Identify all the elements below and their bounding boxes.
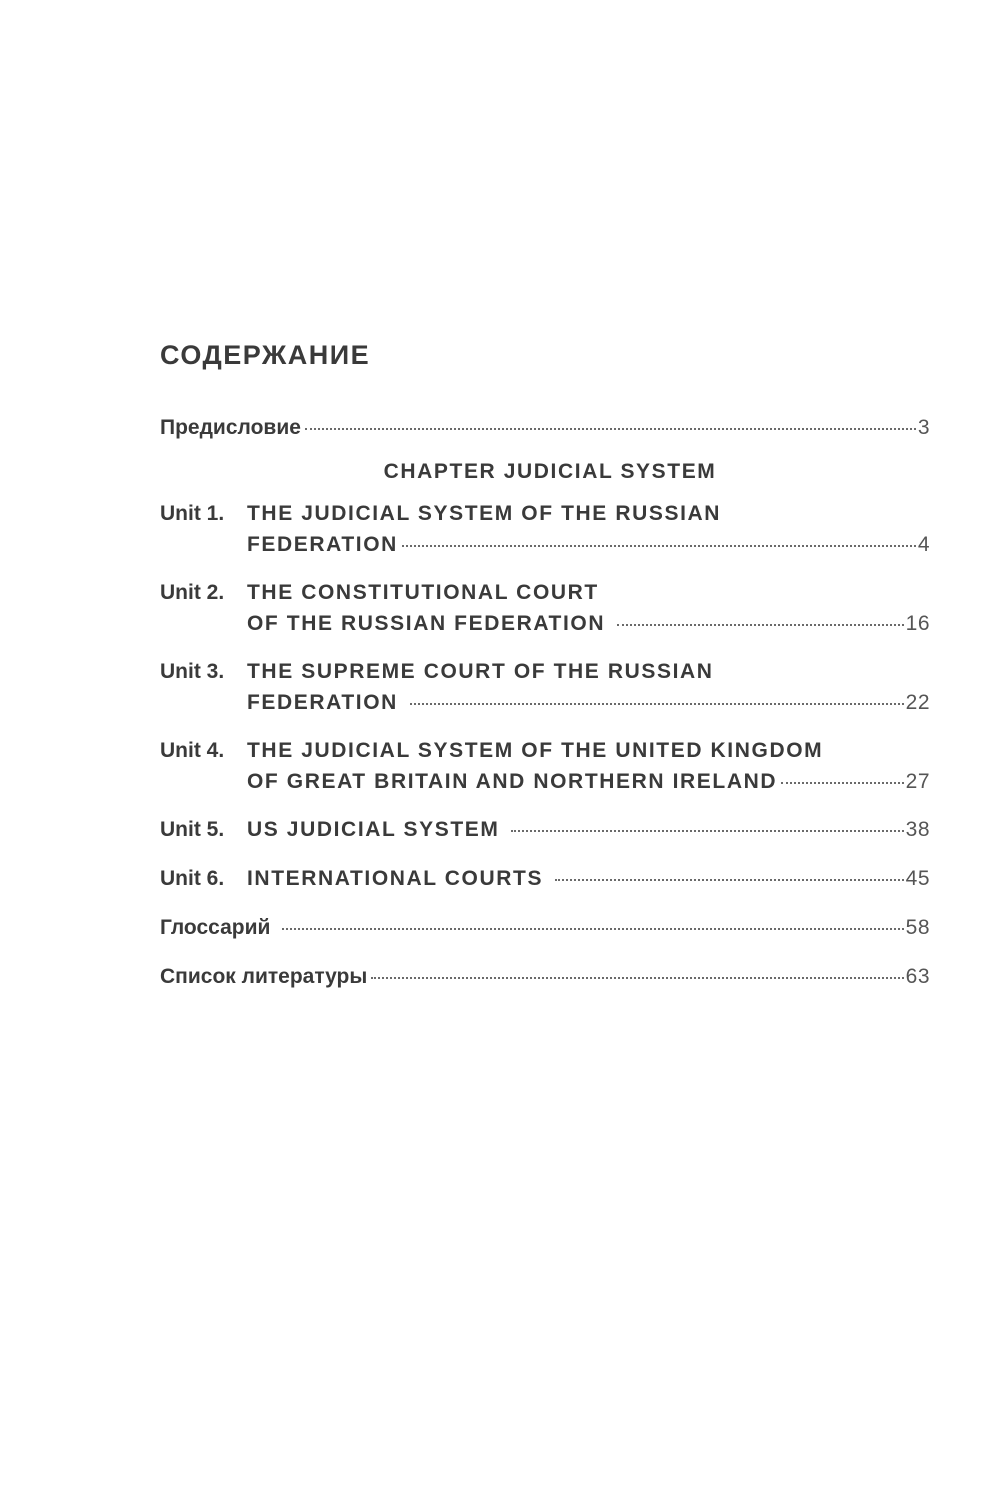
unit-2-title-line1: THE CONSTITUTIONAL COURT [247, 581, 599, 604]
unit-3-page-number: 22 [905, 691, 930, 714]
toc-entry-unit-5[interactable] [160, 814, 930, 845]
unit-5-label: Unit 5. [160, 818, 225, 841]
unit-4-label: Unit 4. [160, 739, 225, 762]
chapter-heading: CHAPTER JUDICIAL SYSTEM [383, 460, 717, 483]
unit-3-label: Unit 3. [160, 660, 225, 683]
toc-title: СОДЕРЖАНИЕ [160, 340, 371, 370]
toc-entry-unit-2[interactable] [160, 577, 930, 639]
toc-entry-references[interactable] [160, 961, 930, 992]
dot-leader [371, 977, 903, 979]
dot-leader [555, 879, 904, 881]
dot-leader [305, 428, 916, 430]
unit-2-title-line2: OF THE RUSSIAN FEDERATION [247, 612, 606, 635]
toc-entry-glossary[interactable] [160, 912, 930, 943]
dot-leader [402, 545, 916, 547]
dot-leader [511, 830, 903, 832]
toc-entry-unit-1[interactable] [160, 498, 930, 560]
references-page-number: 63 [905, 965, 930, 988]
unit-6-page-number: 45 [905, 867, 930, 890]
toc-entry-unit-6[interactable] [160, 863, 930, 894]
unit-5-page-number: 38 [905, 818, 930, 841]
unit-4-title-line2: OF GREAT BRITAIN AND NORTHERN IRELAND [247, 770, 778, 793]
unit-2-page-number: 16 [905, 612, 930, 635]
references-label: Список литературы [160, 965, 368, 988]
dot-leader [282, 928, 903, 930]
glossary-page-number: 58 [905, 916, 930, 939]
unit-4-title-line1: THE JUDICIAL SYSTEM OF THE UNITED KINGDOM [247, 739, 824, 762]
unit-3-title-line1: THE SUPREME COURT OF THE RUSSIAN [247, 660, 714, 683]
unit-3-title-line2: FEDERATION [247, 691, 398, 714]
glossary-label: Глоссарий [160, 916, 271, 939]
dot-leader [617, 624, 904, 626]
unit-1-label: Unit 1. [160, 502, 225, 525]
dot-leader [781, 782, 904, 784]
unit-4-page-number: 27 [905, 770, 930, 793]
unit-6-label: Unit 6. [160, 867, 225, 890]
unit-6-title: INTERNATIONAL COURTS [247, 867, 544, 890]
preface-page-number: 3 [917, 416, 930, 439]
unit-1-title-line2: FEDERATION [247, 533, 398, 556]
dot-leader [410, 703, 904, 705]
unit-1-title-line1: THE JUDICIAL SYSTEM OF THE RUSSIAN [247, 502, 722, 525]
unit-1-page-number: 4 [917, 533, 930, 556]
preface-label: Предисловие [160, 416, 301, 439]
unit-5-title: US JUDICIAL SYSTEM [247, 818, 500, 841]
unit-2-label: Unit 2. [160, 581, 225, 604]
toc-entry-unit-4[interactable] [160, 735, 930, 797]
toc-entry-preface[interactable] [160, 412, 930, 443]
toc-entry-unit-3[interactable] [160, 656, 930, 718]
